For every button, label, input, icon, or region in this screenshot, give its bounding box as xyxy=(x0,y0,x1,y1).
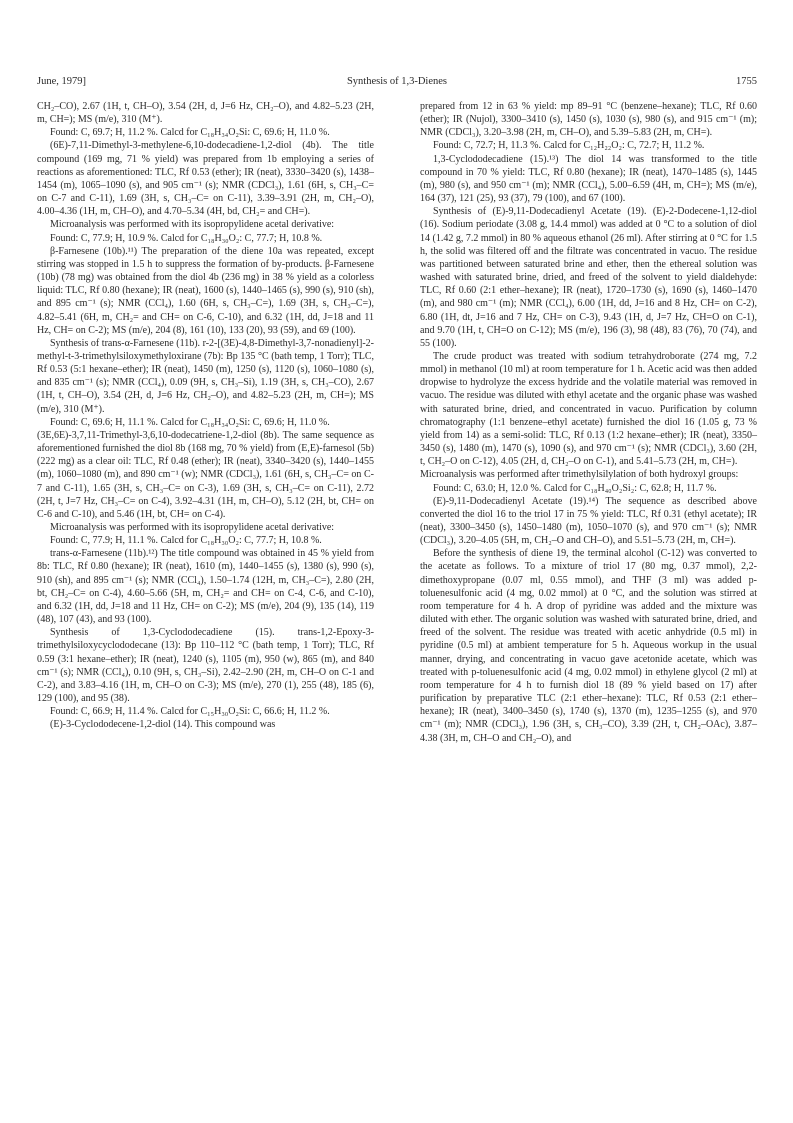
page-number: 1755 xyxy=(736,76,757,87)
paragraph: The crude product was treated with sodium tetrahydroborate (274 mg, 7.2 mmol) in methanol (10 ml) at room temperature for 1 h. Acetic acid was then added dropwise to hydrolyze the excess hydride and the volatile material was removed in vacuo. The residue was diluted with ethyl acetate and the organic phase was washed with saturated brine, dried, and concentrated in vacuo. Purification by column chromatography (1:1 benzene–ethyl acetate) furnished the diol 16 (1.05 g, 73 % yield from 14) as a semi-solid: TLC, Rf 0.13 (1:2 hexane–ether); IR (neat), 3350–3450 (s), 1480 (m), 1470 (s), 1090 (s), and 970 cm⁻¹ (s); NMR (CDCl₃), 3.60 (2H, t, CH₂–O on C-12), 4.05 (2H, d, CH₂–O on C-1), and 5.41–5.73 (2H, m, CH=). xyxy=(420,350,757,468)
paragraph: Found: C, 77.9; H, 10.9 %. Calcd for C₁₈H₃₀O₂: C, 77.7; H, 10.8 %. xyxy=(50,232,323,244)
paragraph: Found: C, 63.0; H, 12.0 %. Calcd for C₁₈H₄₀O₂Si₂: C, 62.8; H, 11.7 %. xyxy=(433,482,717,494)
paragraph: (3E,6E)-3,7,11-Trimethyl-3,6,10-dodecatriene-1,2-diol (8b). The same sequence as aforementioned furnished the diol 8b (168 mg, 70 % yield) from (E,E)-farnesol (5b) (222 mg) as a clear oil: TLC, Rf 0.48 (ether); IR (neat), 3340–3420 (s), 1440–1455 (m), 1060–1080 (m), and 890 cm⁻¹ (w); NMR (CDCl₃), 1.61 (6H, s, CH₃–C= on C-7 and C-11), 1.65 (3H, s, CH₃–C= on C-3), 1.69 (3H, s, CH₃–C= on C-11), 2.72 (2H, t, J=7 Hz, CH₃–C= on C-4), 3.92–4.31 (1H, m, CH–O), 5.12 (2H, bt, CH= on C-6 and C-10), and 5.46 (1H, bt, CH= on C-4). xyxy=(37,429,374,520)
paragraph: Found: C, 69.6; H, 11.1 %. Calcd for C₁₈H₃₄O₂Si: C, 69.6; H, 11.0 %. xyxy=(50,416,330,428)
paragraph: Found: C, 77.9; H, 11.1 %. Calcd for C₁₈H₃₀O₂: C, 77.7; H, 10.8 %. xyxy=(50,535,322,547)
paragraph: (E)-3-Cyclododecene-1,2-diol (14). This compound was xyxy=(50,719,276,731)
paragraph: Found: C, 66.9; H, 11.4 %. Calcd for C₁₅H₃₀O₂Si: C, 66.6; H, 11.2 %. xyxy=(50,706,330,718)
left-column xyxy=(37,100,374,732)
paragraph: Microanalysis was performed after trimethylsilylation of both hydroxyl groups: xyxy=(420,469,739,481)
paragraph: β-Farnesene (10b).¹¹) The preparation of the diene 10a was repeated, except stirring was stopped in 1.5 h to suppress the formation of by-products. β-Farnesene (10b) (78 mg) was obtained from the diol 4b (236 mg) in 38 % yield as a colorless liquid: TLC, Rf 0.80 (hexane); IR (neat), 1600 (s), 1440–1465 (s), 990 (s), 910 (sh), and 895 cm⁻¹ (s); NMR (CCl₄), 1.60 (6H, s, CH₃–C=), 1.69 (3H, s, CH₃–C=), 4.82–5.41 (6H, m, CH₂= and CH= on C-6, C-10), and 6.32 (1H, dd, J=18 and 11 Hz, CH= on C-2); MS (m/e), 204 (8), 161 (10), 133 (20), 93 (59), and 69 (100). xyxy=(37,245,374,336)
paragraph: Microanalysis was performed with its isopropylidene acetal derivative: xyxy=(50,219,335,231)
paragraph: Found: C, 72.7; H, 11.3 %. Calcd for C₁₂H₂₂O₂: C, 72.7; H, 11.2 %. xyxy=(433,140,705,152)
paragraph: Before the synthesis of diene 19, the terminal alcohol (C-12) was converted to the acetate as follows. To a mixture of triol 17 (80 mg, 0.37 mmol), 2,2-dimethoxypropane (0.07 ml, 0.55 mmol), and THF (3 ml) was added p-toluenesulfonic acid (4 mg, 0.02 mmol) at 0 °C, and the solution was stirred at room temperature for 4 h. A drop of pyridine was added and the mixture was diluted with ether. The organic solution was washed with saturated brine, dried, and freed of the solvent. The residue was treated with acetic anhydride (0.5 ml) in pyridine (0.5 ml) at ambient temperature for 5 h. Aqueous workup in the usual manner, drying, and concentrating in vacuo gave acetonide acetate, which was treated with p-toluenesulfonic acid (4 mg, 0.02 mmol) in ethylene glycol (2 ml) at room temperature for 4 h to furnish diol 18 (89 % yield based on 17) after purification by preparative TLC (2:1 ether–hexane): TLC, Rf 0.53 (2:1 ether–hexane); IR (neat), 3400–3450 (s), 1740 (s), 1370 (m), 1235–1255 (s), and 970 cm⁻¹ (m); NMR (CDCl₃), 1.96 (3H, s, CH₃–CO), 3.39 (2H, t, CH₂–OAc), 3.87–4.38 (3H, m, CH–O and CH₂–O), and xyxy=(420,548,757,744)
running-header xyxy=(37,76,757,90)
paragraph: Found: C, 69.7; H, 11.2 %. Calcd for C₁₈H₃₄O₂Si: C, 69.6; H, 11.0 %. xyxy=(50,127,330,139)
issue-date: June, 1979] xyxy=(37,76,86,87)
paragraph: trans-α-Farnesene (11b).¹²) The title compound was obtained in 45 % yield from 8b: TLC, Rf 0.80 (hexane); IR (neat), 1610 (m), 1440–1455 (s), 1380 (s), 990 (s), 910 (sh), and 895 cm⁻¹ (s); NMR (CCl₄), 1.50–1.74 (12H, m, CH₃–C=), 2.80 (2H, bt, CH₂–C= on C-4), 4.60–5.66 (5H, m, CH₂= and CH= on C-4, C-6, and C-10), and 6.32 (1H, dd, J=18 and 11 Hz, CH= on C-2); MS (m/e), 204 (9), 135 (14), 119 (48), 107 (43), and 93 (100). xyxy=(37,548,374,626)
paragraph: Synthesis of 1,3-Cyclododecadiene (15). trans-1,2-Epoxy-3-trimethylsiloxycyclododecane (13): Bp 110–112 °C (bath temp, 1 Torr); TLC, Rf 0.59 (3:1 hexane–ether); IR (neat), 1240 (s), 1105 (m), 950 (w), 865 (m), and 840 cm⁻¹ (s); NMR (CCl₄), 0.10 (9H, s, CH₃–Si), 2.42–2.90 (2H, m, CH–O on C-1 and C-2), and 3.83–4.16 (1H, m, CH–O on C-3); MS (m/e), 270 (1), 255 (48), 185 (6), 129 (100), and 95 (38). xyxy=(37,627,374,705)
paragraph: CH₂–CO), 2.67 (1H, t, CH–O), 3.54 (2H, d, J=6 Hz, CH₂–O), and 4.82–5.23 (2H, m, CH=); MS (m/e), 310 (M⁺). xyxy=(37,101,374,126)
paragraph: Microanalysis was performed with its isopropylidene acetal derivative: xyxy=(50,522,335,533)
paragraph: Synthesis of (E)-9,11-Dodecadienyl Acetate (19). (E)-2-Dodecene-1,12-diol (16). Sodium periodate (3.08 g, 14.4 mmol) was added at 0 °C to a solution of diol 14 (1.42 g, 7.2 mmol) in 80 % aqueous ethanol (26 ml). After stirring at 0 °C for 1.5 h, the solid was filtered off and the filtrate was concentrated in vacuo. The residue was partitioned between saturated brine and ether, then the ethereal solution was washed with saturated brine, dried, and freed of the solvent to yield dialdehyde: TLC, Rf 0.60 (2:1 ether–hexane); IR (neat), 1720–1730 (s), 1690 (s), 1460–1470 (m), and 980 cm⁻¹ (m); NMR (CCl₄), 6.00 (1H, dd, J=16 and 8 Hz, CH= on C-2), 6.80 (1H, dt, J=16 and 7 Hz, CH= on C-3), 9.43 (1H, d, J=7 Hz, CH=O on C-1), and 9.70 (1H, t, CH=O on C-12); MS (m/e), 196 (3), 98 (48), 83 (76), 70 (74), and 55 (100). xyxy=(420,206,758,349)
right-column xyxy=(420,100,757,745)
paragraph: (6E)-7,11-Dimethyl-3-methylene-6,10-dodecadiene-1,2-diol (4b). The title compound (169 mg, 71 % yield) was prepared from 1b employing a series of reactions as aforementioned: TLC, Rf 0.53 (ether); IR (neat), 3330–3420 (s), 1438–1454 (m), 1065–1090 (s), and 905 cm⁻¹ (s); NMR (CDCl₃), 1.61 (6H, s, CH₃–C= on C-7 and C-11), 1.69 (3H, s, CH₃–C= on C-11), 3.39–3.91 (2H, m, CH₂–O), 4.00–4.36 (1H, m, CH–O), and 4.70–5.34 (4H, bd, CH₂= and CH=). xyxy=(37,140,374,218)
running-title: Synthesis of 1,3-Dienes xyxy=(346,76,448,87)
paragraph: 1,3-Cyclododecadiene (15).¹³) The diol 14 was transformed to the title compound in 70 % yield: TLC, Rf 0.80 (hexane); IR (neat), 1470–1485 (s), 1445 (m), 980 (s), and 950 cm⁻¹ (m); NMR (CCl₄), 5.00–6.59 (4H, m, CH=); MS (m/e), 164 (37), 121 (25), 93 (37), 79 (100), and 67 (100). xyxy=(420,153,757,205)
paragraph: Synthesis of trans-α-Farnesene (11b). r-2-[(3E)-4,8-Dimethyl-3,7-nonadienyl]-2-methyl-t-3-trimethylsiloxymethyloxirane (7b): Bp 135 °C (bath temp, 1 Torr); TLC, Rf 0.53 (5:1 hexane–ether); IR (neat), 1450 (m), 1250 (s), 1120 (s), 1060–1080 (s), and 835 cm⁻¹ (s); NMR (CCl₄), 0.09 (9H, s, CH₃–Si), 1.19 (3H, s, CH₃–CO), 2.67 (1H, t, CH–O), 3.54 (2H, d, J=6 Hz, CH₂–O), and 4.82–5.23 (2H, m, CH=); MS (m/e), 310 (M⁺). xyxy=(37,337,374,415)
paragraph: (E)-9,11-Dodecadienyl Acetate (19).¹⁴) The sequence as described above converted the diol 16 to the triol 17 in 75 % yield: TLC, Rf 0.31 (ethyl acetate); IR (neat), 3300–3450 (s), 1450–1480 (m), 1050–1070 (s), and 970 cm⁻¹ (s); NMR (CDCl₃), 3.20–4.05 (5H, m, CH₂–O and CH–O), and 5.51–5.73 (2H, m, CH=). xyxy=(420,495,757,547)
paragraph: prepared from 12 in 63 % yield: mp 89–91 °C (benzene–hexane); TLC, Rf 0.60 (ether); IR (Nujol), 3300–3410 (s), 1450 (s), 1030 (s), 980 (s), and 915 cm⁻¹ (m); NMR (CDCl₃), 3.20–3.98 (2H, m, CH–O), and 5.39–5.83 (2H, m, CH=). xyxy=(420,101,757,139)
